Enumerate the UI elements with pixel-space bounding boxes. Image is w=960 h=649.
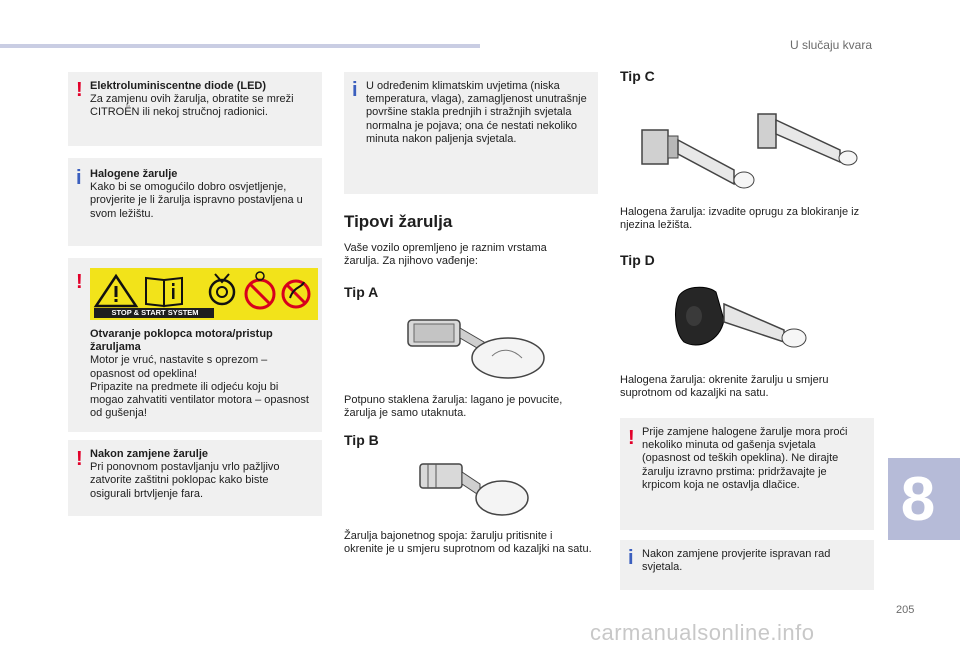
- bonnet-line-2: Pripazite na predmete ili odjeću koju bi mogao zahvatiti ventilator motora – opasnost od gušenja!: [90, 380, 309, 420]
- led-title: Elektroluminiscentne diode (LED): [90, 80, 267, 92]
- bulb-types-intro: Vaše vozilo opremljeno je raznim vrstama žarulja. Za njihovo vađenje:: [344, 242, 547, 268]
- info-icon: i: [628, 547, 634, 569]
- tip-b-heading: Tip B: [344, 432, 379, 448]
- tip-a-bulb-image: [400, 308, 550, 389]
- check-function-text: Nakon zamjene provjerite ispravan rad svjetala.: [642, 548, 831, 574]
- tip-c-text: Halogena žarulja: izvadite oprugu za blokiranje iz njezina ležišta.: [620, 206, 860, 232]
- chapter-tab: [888, 458, 960, 540]
- pictogram-strip: [90, 268, 318, 320]
- danger-triangle-icon: [96, 276, 136, 306]
- halogen-text: Kako bi se omogućilo dobro osvjetljenje, provjerite je li žarulja ispravno postavljena u svom ležištu.: [90, 181, 303, 220]
- halogen-title: Halogene žarulje: [90, 168, 178, 180]
- led-text: Za zamjenu ovih žarulja, obratite se mreži CITROËN ili nekoj stručnoj radionici.: [90, 93, 294, 119]
- tip-d-text: Halogena žarulja: okrenite žarulju u smjeru suprotnom od kazaljki na satu.: [620, 374, 829, 400]
- info-icon: i: [352, 79, 358, 101]
- header-rule: [0, 44, 480, 48]
- tip-d-heading: Tip D: [620, 252, 655, 268]
- tip-c-bulb-image: [628, 100, 864, 205]
- warning-icon: !: [76, 448, 83, 470]
- bonnet-title: Otvaranje poklopca motora/pristup žaruljama: [90, 328, 273, 354]
- chapter-number: 8: [900, 465, 936, 534]
- tip-c-heading: Tip C: [620, 68, 655, 84]
- bonnet-warning-box: [68, 258, 322, 432]
- warning-icon: !: [76, 79, 83, 101]
- manual-book-icon: [146, 278, 182, 306]
- climate-note-box: [344, 72, 598, 194]
- tip-d-bulb-image: [672, 280, 822, 365]
- tip-a-text: Potpuno staklena žarulja: lagano je povucite, žarulja je samo utaknuta.: [344, 394, 563, 420]
- after-text: Pri ponovnom postavljanju vrlo pažljivo zatvorite zaštitni poklopac kako biste osigurali brtvljenje fara.: [90, 461, 280, 500]
- watermark: carmanualsonline.info: [590, 620, 815, 645]
- belt-hazard-icon: [210, 274, 234, 304]
- bonnet-line-1: Motor je vruć, nastavite s oprezom – opasnost od opeklina!: [90, 354, 268, 380]
- no-fan-icon: [283, 281, 309, 307]
- halogen-warning-box: [620, 418, 874, 530]
- info-icon: i: [76, 167, 82, 189]
- after-title: Nakon zamjene žarulje: [90, 448, 208, 460]
- led-note-box: [68, 72, 322, 146]
- climate-note: U određenim klimatskim uvjetima (niska temperatura, vlaga), zamagljenost unutrašnje površine stakla prednjih i stražnjih svjetala normalna je pojava; ona će nestati nekoliko minuta nakon paljenja svjetala.: [366, 80, 587, 145]
- page-number: 205: [896, 604, 915, 616]
- tip-b-text: Žarulja bajonetnog spoja: žarulju pritisnite i okrenite je u smjeru suprotnom od kazaljki na satu.: [344, 530, 592, 556]
- no-hands-icon: [246, 272, 274, 308]
- section-title: U slučaju kvara: [789, 38, 872, 52]
- warning-icon: !: [76, 271, 83, 293]
- halogen-note-box: [68, 158, 322, 246]
- warning-icon: !: [628, 427, 635, 449]
- after-replacement-box: [68, 440, 322, 516]
- halogen-warning-text: Prije zamjene halogene žarulje mora proći nekoliko minuta od gašenja svjetala (opasnost od teških opeklina). Ne dirajte žarulju izravno prstima: pridržavajte je krpicom koja ne ostavlja dlačice.: [642, 426, 848, 491]
- tip-a-heading: Tip A: [344, 284, 379, 300]
- tip-b-bulb-image: [414, 458, 534, 523]
- check-function-box: [620, 540, 874, 590]
- stop-start-label: STOP & START SYSTEM: [111, 308, 199, 317]
- bulb-types-heading: Tipovi žarulja: [344, 212, 453, 231]
